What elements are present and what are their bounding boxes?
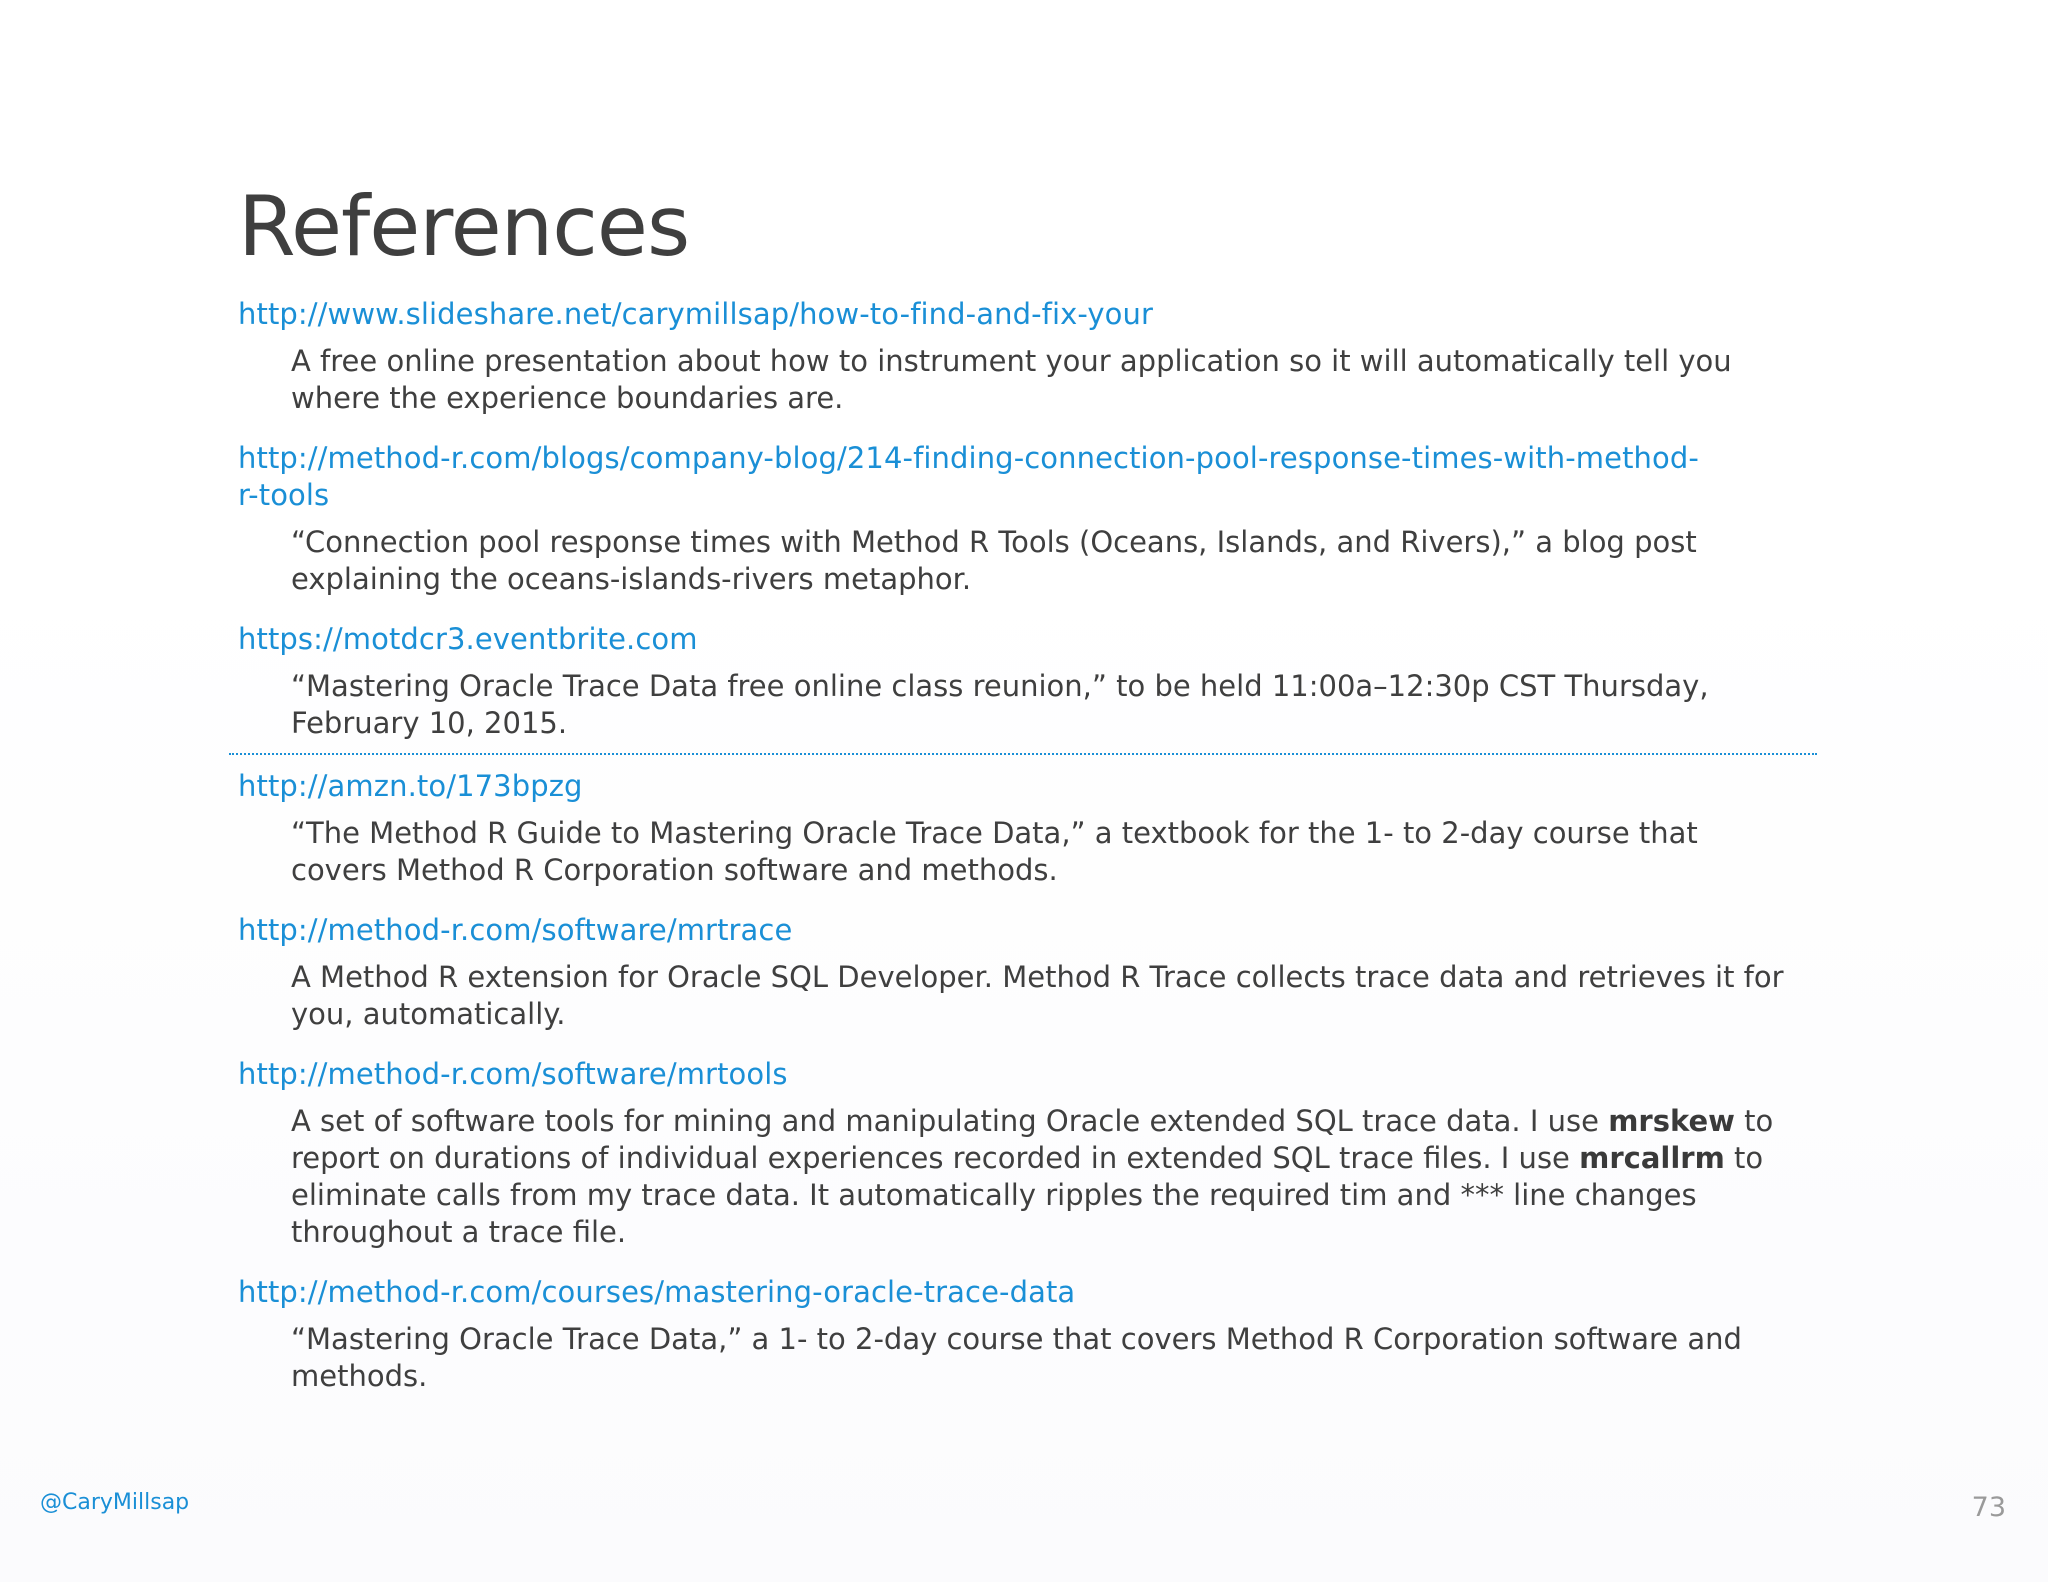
page-number: 73 — [1971, 1492, 2006, 1523]
reference-item — [238, 1274, 1818, 1395]
reference-item — [238, 621, 1818, 742]
spacer — [238, 598, 1818, 621]
description-text: to eliminate calls from my trace data. It automatically ripples the required tim and *** line changes throughout a trace file. — [291, 1141, 1764, 1249]
reference-link[interactable] — [238, 440, 1818, 514]
description-text: A set of software tools for mining and manipulating Oracle extended SQL trace data. I use — [291, 1104, 1609, 1138]
reference-description: “Mastering Oracle Trace Data,” a 1- to 2-day course that covers Method R Corporation software and methods. — [291, 1322, 1742, 1393]
reference-description: “Mastering Oracle Trace Data free online class reunion,” to be held 11:00a–12:30p CST Thursday, February 10, 2015. — [291, 669, 1709, 740]
reference-list — [238, 296, 1818, 1395]
tool-name-mrskew: mrskew — [1608, 1104, 1735, 1138]
reference-item — [238, 768, 1818, 889]
reference-description: A Method R extension for Oracle SQL Developer. Method R Trace collects trace data and retrieves it for you, automatically. — [291, 960, 1784, 1031]
tool-name-mrcallrm: mrcallrm — [1579, 1141, 1725, 1175]
reference-link[interactable]: http://www.slideshare.net/carymillsap/how-to-find-and-fix-your — [238, 297, 1154, 331]
slide-title: References — [238, 178, 690, 275]
reference-link[interactable]: http://amzn.to/173bpzg — [238, 769, 583, 803]
spacer — [238, 1033, 1818, 1056]
reference-link[interactable]: http://method-r.com/software/mrtrace — [238, 913, 793, 947]
twitter-handle[interactable]: @CaryMillsap — [40, 1490, 190, 1515]
reference-link[interactable]: https://motdcr3.eventbrite.com — [238, 622, 698, 656]
reference-description — [291, 1103, 1791, 1251]
reference-link[interactable]: http://method-r.com/courses/mastering-oracle-trace-data — [238, 1275, 1076, 1309]
dotted-divider — [229, 753, 1817, 755]
spacer — [238, 1251, 1818, 1274]
reference-link[interactable]: http://method-r.com/software/mrtools — [238, 1057, 788, 1091]
description-text: to report on durations of individual experiences recorded in extended SQL trace files. I use — [291, 1104, 1774, 1175]
reference-item — [238, 296, 1818, 417]
reference-item — [238, 1056, 1818, 1251]
reference-link-line: r-tools — [238, 478, 330, 512]
reference-description: “The Method R Guide to Mastering Oracle Trace Data,” a textbook for the 1- to 2-day course that covers Method R Corporation software and methods. — [291, 816, 1698, 887]
reference-description: A free online presentation about how to instrument your application so it will automatically tell you where the experience boundaries are. — [291, 344, 1732, 415]
reference-item — [238, 912, 1818, 1033]
spacer — [238, 417, 1818, 440]
reference-link-line: http://method-r.com/blogs/company-blog/214-finding-connection-pool-response-times-with-method- — [238, 441, 1699, 475]
reference-description: “Connection pool response times with Method R Tools (Oceans, Islands, and Rivers),” a blog post explaining the oceans-islands-rivers metaphor. — [291, 525, 1697, 596]
reference-item — [238, 440, 1818, 598]
spacer — [238, 889, 1818, 912]
